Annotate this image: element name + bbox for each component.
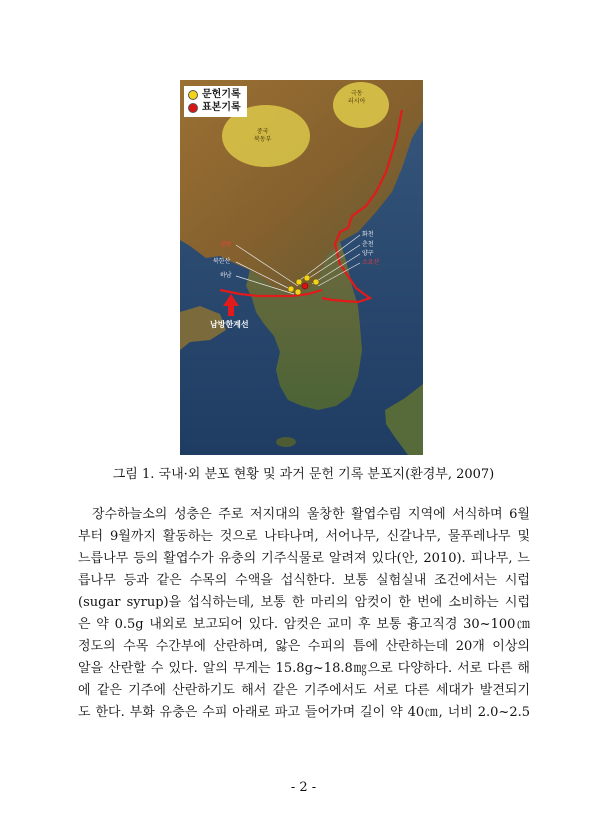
yellow-dot-icon	[188, 90, 198, 100]
label-south-limit: 남방한계선	[210, 320, 249, 329]
paragraph-line: 릅나무 등과 같은 수목의 수액을 섭식한다. 보통 실험실내 조건에서는 시럽	[78, 573, 530, 588]
label-hanam: 하남	[220, 272, 232, 279]
page-number: - 2 -	[290, 780, 317, 795]
paragraph-line: 도 한다. 부화 유충은 수피 아래로 파고 들어가며 길이 약 40㎝, 너비 2.0~2.5	[78, 705, 530, 720]
figure-caption: 그림 1. 국내·외 분포 현황 및 과거 문헌 기록 분포지(환경부, 2007)	[112, 467, 495, 482]
paragraph-line: 느릅나무 등의 활엽수가 유충의 기주식물로 알려져 있다(안, 2010). 피나무, 느	[78, 551, 530, 566]
label-chuncheon: 춘천	[362, 241, 374, 248]
paragraph-line: 은 약 0.5g 내외로 보고되어 있다. 암컷은 교미 후 보통 흉고직경 30~100㎝	[78, 617, 530, 632]
distribution-map-figure	[180, 80, 423, 455]
paragraph-line: 장수하늘소의 성충은 주로 저지대의 울창한 활엽수림 지역에 서식하며 6월	[92, 507, 530, 522]
paragraph-line: 부터 9월까지 활동하는 것으로 나타나며, 서어나무, 신갈나무, 물푸레나무 및	[78, 529, 530, 544]
satellite-map	[180, 80, 423, 455]
label-china: 중국 북동부	[254, 128, 272, 143]
paragraph-line: 정도의 수목 수간부에 산란하며, 앓은 수피의 틈에 산란하는데 20개 이상의	[78, 639, 530, 654]
legend-specimen-label: 표본기록	[202, 102, 241, 113]
label-soyosan: 소요산	[362, 259, 380, 266]
paragraph-line: (sugar syrup)을 섭식하는데, 보통 한 마리의 암컷이 한 번에 소비하는 시럽	[78, 595, 530, 610]
body-paragraph	[78, 504, 530, 724]
label-hwacheon: 화천	[362, 231, 374, 238]
paragraph-line: 알을 산란할 수 있다. 알의 무게는 15.8g~18.8㎎으로 다양하다. 서로 다른 해	[78, 661, 530, 676]
label-russia: 극동 러시아	[348, 90, 366, 105]
paragraph-line: 에 같은 기주에 산란하기도 해서 같은 기주에서도 서로 다른 세대가 발견되기	[78, 683, 530, 698]
legend-item-specimen	[188, 101, 241, 114]
legend-literature-label: 문헌기록	[202, 89, 241, 100]
legend-item-literature	[188, 88, 241, 101]
label-bukhansan: 북한산	[213, 258, 231, 265]
label-gwangneung: 광릉	[220, 241, 232, 248]
label-yanggu: 양구	[362, 250, 374, 257]
red-dot-icon	[188, 103, 198, 113]
map-legend	[184, 86, 247, 117]
jeju-island	[276, 437, 296, 447]
